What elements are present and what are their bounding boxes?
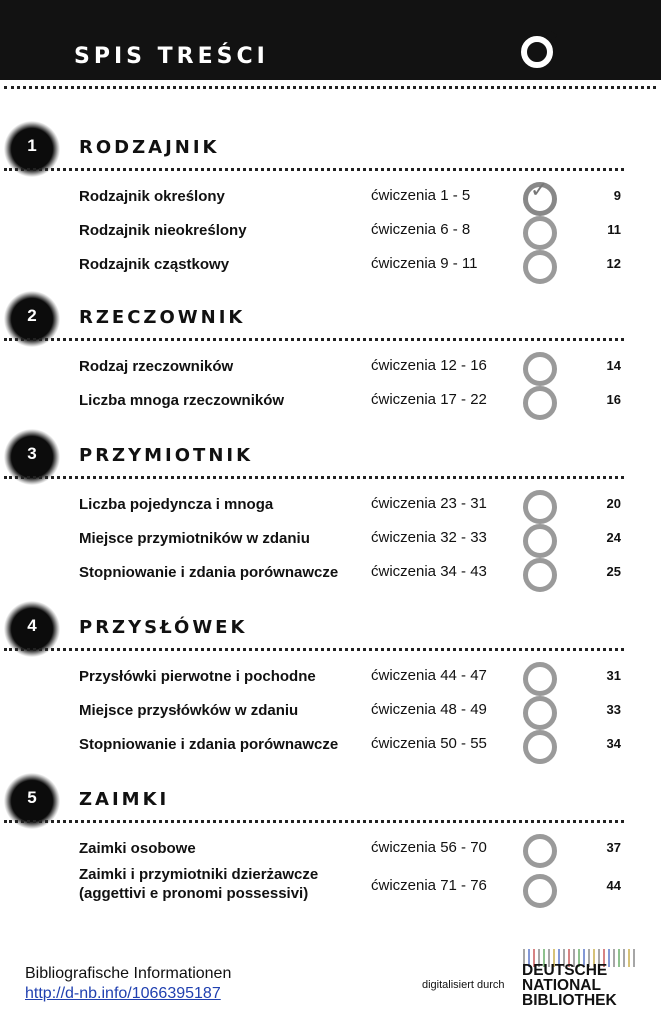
toc-row-exercises: ćwiczenia 9 - 11 [371, 255, 478, 272]
empty-circle-icon[interactable] [523, 250, 557, 284]
page-header [0, 0, 661, 80]
toc-row-title: Przysłówki pierwotne i pochodne [79, 668, 316, 685]
toc-row-exercises: ćwiczenia 44 - 47 [371, 667, 487, 684]
toc-row-title: Zaimki osobowe [79, 840, 196, 857]
section-title: ZAIMKI [79, 789, 170, 810]
toc-row-page: 12 [606, 256, 621, 271]
toc-row[interactable] [0, 523, 661, 553]
section-number: 4 [27, 616, 37, 635]
toc-row-page: 11 [607, 222, 621, 237]
toc-row[interactable] [0, 695, 661, 725]
section-title: PRZYMIOTNIK [79, 445, 254, 466]
dnb-line-3: BIBLIOTHEK [522, 992, 617, 1009]
toc-row-page: 37 [606, 840, 621, 855]
toc-row-page: 24 [606, 530, 621, 545]
toc-row-exercises: ćwiczenia 34 - 43 [371, 563, 487, 580]
empty-circle-icon[interactable] [523, 352, 557, 386]
section-number: 2 [27, 306, 37, 325]
section-title: RZECZOWNIK [79, 307, 246, 328]
empty-circle-icon[interactable] [523, 386, 557, 420]
toc-row-exercises: ćwiczenia 48 - 49 [371, 701, 487, 718]
empty-circle-icon[interactable] [523, 558, 557, 592]
toc-row-title: Rodzaj rzeczowników [79, 358, 234, 375]
section-divider [4, 338, 624, 341]
section-number: 5 [27, 788, 37, 807]
section-divider [4, 820, 624, 823]
biblio-label: Bibliografische Informationen [25, 965, 232, 982]
toc-row-page: 33 [606, 702, 621, 717]
toc-row-page: 25 [606, 564, 621, 579]
digitalized-label: digitalisiert durch [422, 979, 505, 991]
toc-row[interactable] [0, 729, 661, 759]
toc-row[interactable] [0, 489, 661, 519]
section-number: 3 [27, 444, 37, 463]
empty-circle-icon[interactable] [523, 524, 557, 558]
toc-row[interactable] [0, 385, 661, 415]
toc-row-title: Liczba pojedyncza i mnoga [79, 496, 274, 513]
empty-circle-icon[interactable] [523, 874, 557, 908]
dnb-logo [520, 947, 638, 1013]
checkmark-icon: ✓ [530, 177, 549, 202]
section-number: 1 [27, 136, 37, 155]
bibliographic-info [25, 964, 231, 1004]
toc-row-exercises: ćwiczenia 1 - 5 [371, 187, 471, 204]
biblio-link[interactable]: http://d-nb.info/1066395187 [25, 985, 221, 1002]
toc-row-page: 44 [606, 878, 621, 893]
empty-circle-icon[interactable] [523, 662, 557, 696]
toc-row-exercises: ćwiczenia 50 - 55 [371, 735, 487, 752]
section-title: PRZYSŁÓWEK [79, 617, 248, 638]
toc-row-exercises: ćwiczenia 71 - 76 [371, 877, 487, 894]
toc-row-exercises: ćwiczenia 12 - 16 [371, 357, 487, 374]
toc-row-title: Zaimki i przymiotniki dzierżawcze (aggettivi e pronomi possessivi) [79, 866, 319, 902]
empty-circle-icon[interactable] [523, 216, 557, 250]
section-divider [4, 648, 624, 651]
dnb-line-2: NATIONAL [522, 977, 601, 994]
toc-row-title: Miejsce przymiotników w zdaniu [79, 530, 310, 547]
dnb-line-1: DEUTSCHE [522, 962, 608, 979]
empty-circle-icon[interactable] [523, 696, 557, 730]
toc-row-title: Liczba mnoga rzeczowników [79, 392, 285, 409]
toc-row-page: 20 [606, 496, 621, 511]
section-divider [4, 168, 624, 171]
toc-row-title: Stopniowanie i zdania porównawcze [79, 564, 339, 581]
toc-row[interactable] [0, 249, 661, 279]
toc-row[interactable] [0, 661, 661, 691]
toc-row[interactable] [0, 177, 661, 211]
page-title: SPIS TREŚCI [74, 44, 269, 69]
toc-row-exercises: ćwiczenia 17 - 22 [371, 391, 487, 408]
toc-row-page: 9 [613, 188, 621, 203]
ring-logo-icon [521, 36, 553, 68]
toc-row-page: 31 [606, 668, 621, 683]
toc-row-page: 14 [606, 358, 621, 373]
section-title: RODZAJNIK [79, 137, 220, 158]
empty-circle-icon[interactable] [523, 490, 557, 524]
toc-row-exercises: ćwiczenia 32 - 33 [371, 529, 487, 546]
toc-row-page: 34 [606, 736, 621, 751]
toc-row[interactable] [0, 833, 661, 863]
toc-row-title: Rodzajnik cząstkowy [79, 256, 230, 273]
toc-row[interactable] [0, 557, 661, 587]
toc-row-exercises: ćwiczenia 56 - 70 [371, 839, 487, 856]
section-divider [4, 476, 624, 479]
toc-row-title: Stopniowanie i zdania porównawcze [79, 736, 339, 753]
empty-circle-icon[interactable] [523, 834, 557, 868]
toc-row-title: Miejsce przysłówków w zdaniu [79, 702, 299, 719]
toc-row-title: Rodzajnik określony [79, 188, 225, 205]
toc-row[interactable] [0, 351, 661, 381]
toc-row-page: 16 [606, 392, 621, 407]
toc-row-exercises: ćwiczenia 23 - 31 [371, 495, 487, 512]
toc-row-title: Rodzajnik nieokreślony [79, 222, 247, 239]
toc-row[interactable] [0, 866, 661, 902]
toc-row-exercises: ćwiczenia 6 - 8 [371, 221, 471, 238]
empty-circle-icon[interactable] [523, 730, 557, 764]
toc-row[interactable] [0, 215, 661, 245]
header-divider [4, 86, 656, 89]
